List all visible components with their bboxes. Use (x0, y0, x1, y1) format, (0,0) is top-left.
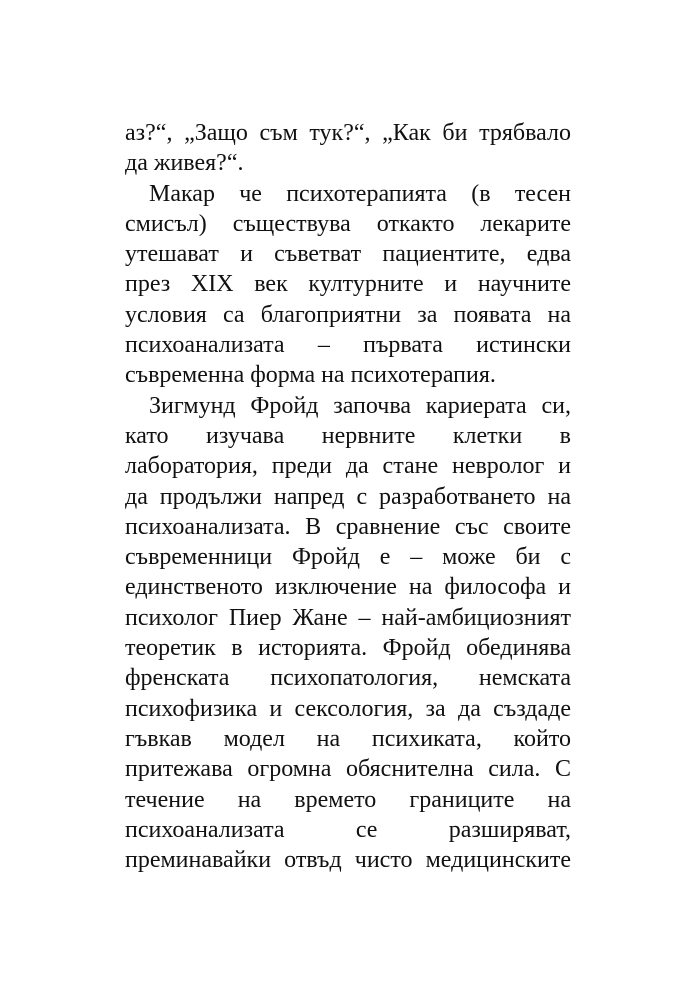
text-line: съвременници Фройд е – може би с (125, 544, 571, 571)
text-line: да продължи напред с разработването на (125, 483, 571, 510)
text-line: като изучава нервните клетки в (125, 422, 571, 449)
text-line: смисъл) съществува откакто лекарите (125, 210, 571, 237)
paragraph-first-line: Макар че психотерапията (в тесен (149, 180, 571, 207)
text-line: да живея?“. (125, 150, 244, 177)
text-line: психофизика и сексология, за да създаде (125, 695, 571, 722)
text-line: лаборатория, преди да стане невролог и (125, 453, 571, 480)
text-line: психоанализата – първата истински (125, 332, 571, 359)
text-line: притежава огромна обяснителна сила. С (125, 756, 571, 783)
paragraph-first-line: Зигмунд Фройд започва кариерата си, (149, 392, 571, 419)
text-line: теоретик в историята. Фройд обединява (125, 635, 571, 662)
text-line: съвременна форма на психотерапия. (125, 362, 496, 389)
text-line: психоанализата. В сравнение със своите (125, 513, 571, 540)
text-line: френската психопатология, немската (125, 665, 571, 692)
text-line: течение на времето границите на (125, 786, 571, 813)
text-line: преминавайки отвъд чисто медицинските (125, 847, 571, 874)
body-text (125, 118, 571, 875)
text-line: единственото изключение на философа и (125, 574, 571, 601)
text-line: гъвкав модел на психиката, който (125, 725, 571, 752)
text-line: утешават и съветват пациентите, едва (125, 241, 571, 268)
text-line: психоанализата се разширяват, (125, 816, 571, 843)
text-line: аз?“, „Защо съм тук?“, „Как би трябвало (125, 120, 571, 146)
text-line: условия са благоприятни за появата на (125, 301, 571, 328)
text-line: през XIX век културните и научните (125, 271, 571, 298)
text-line: психолог Пиер Жане – най-амбициозният (125, 604, 571, 631)
